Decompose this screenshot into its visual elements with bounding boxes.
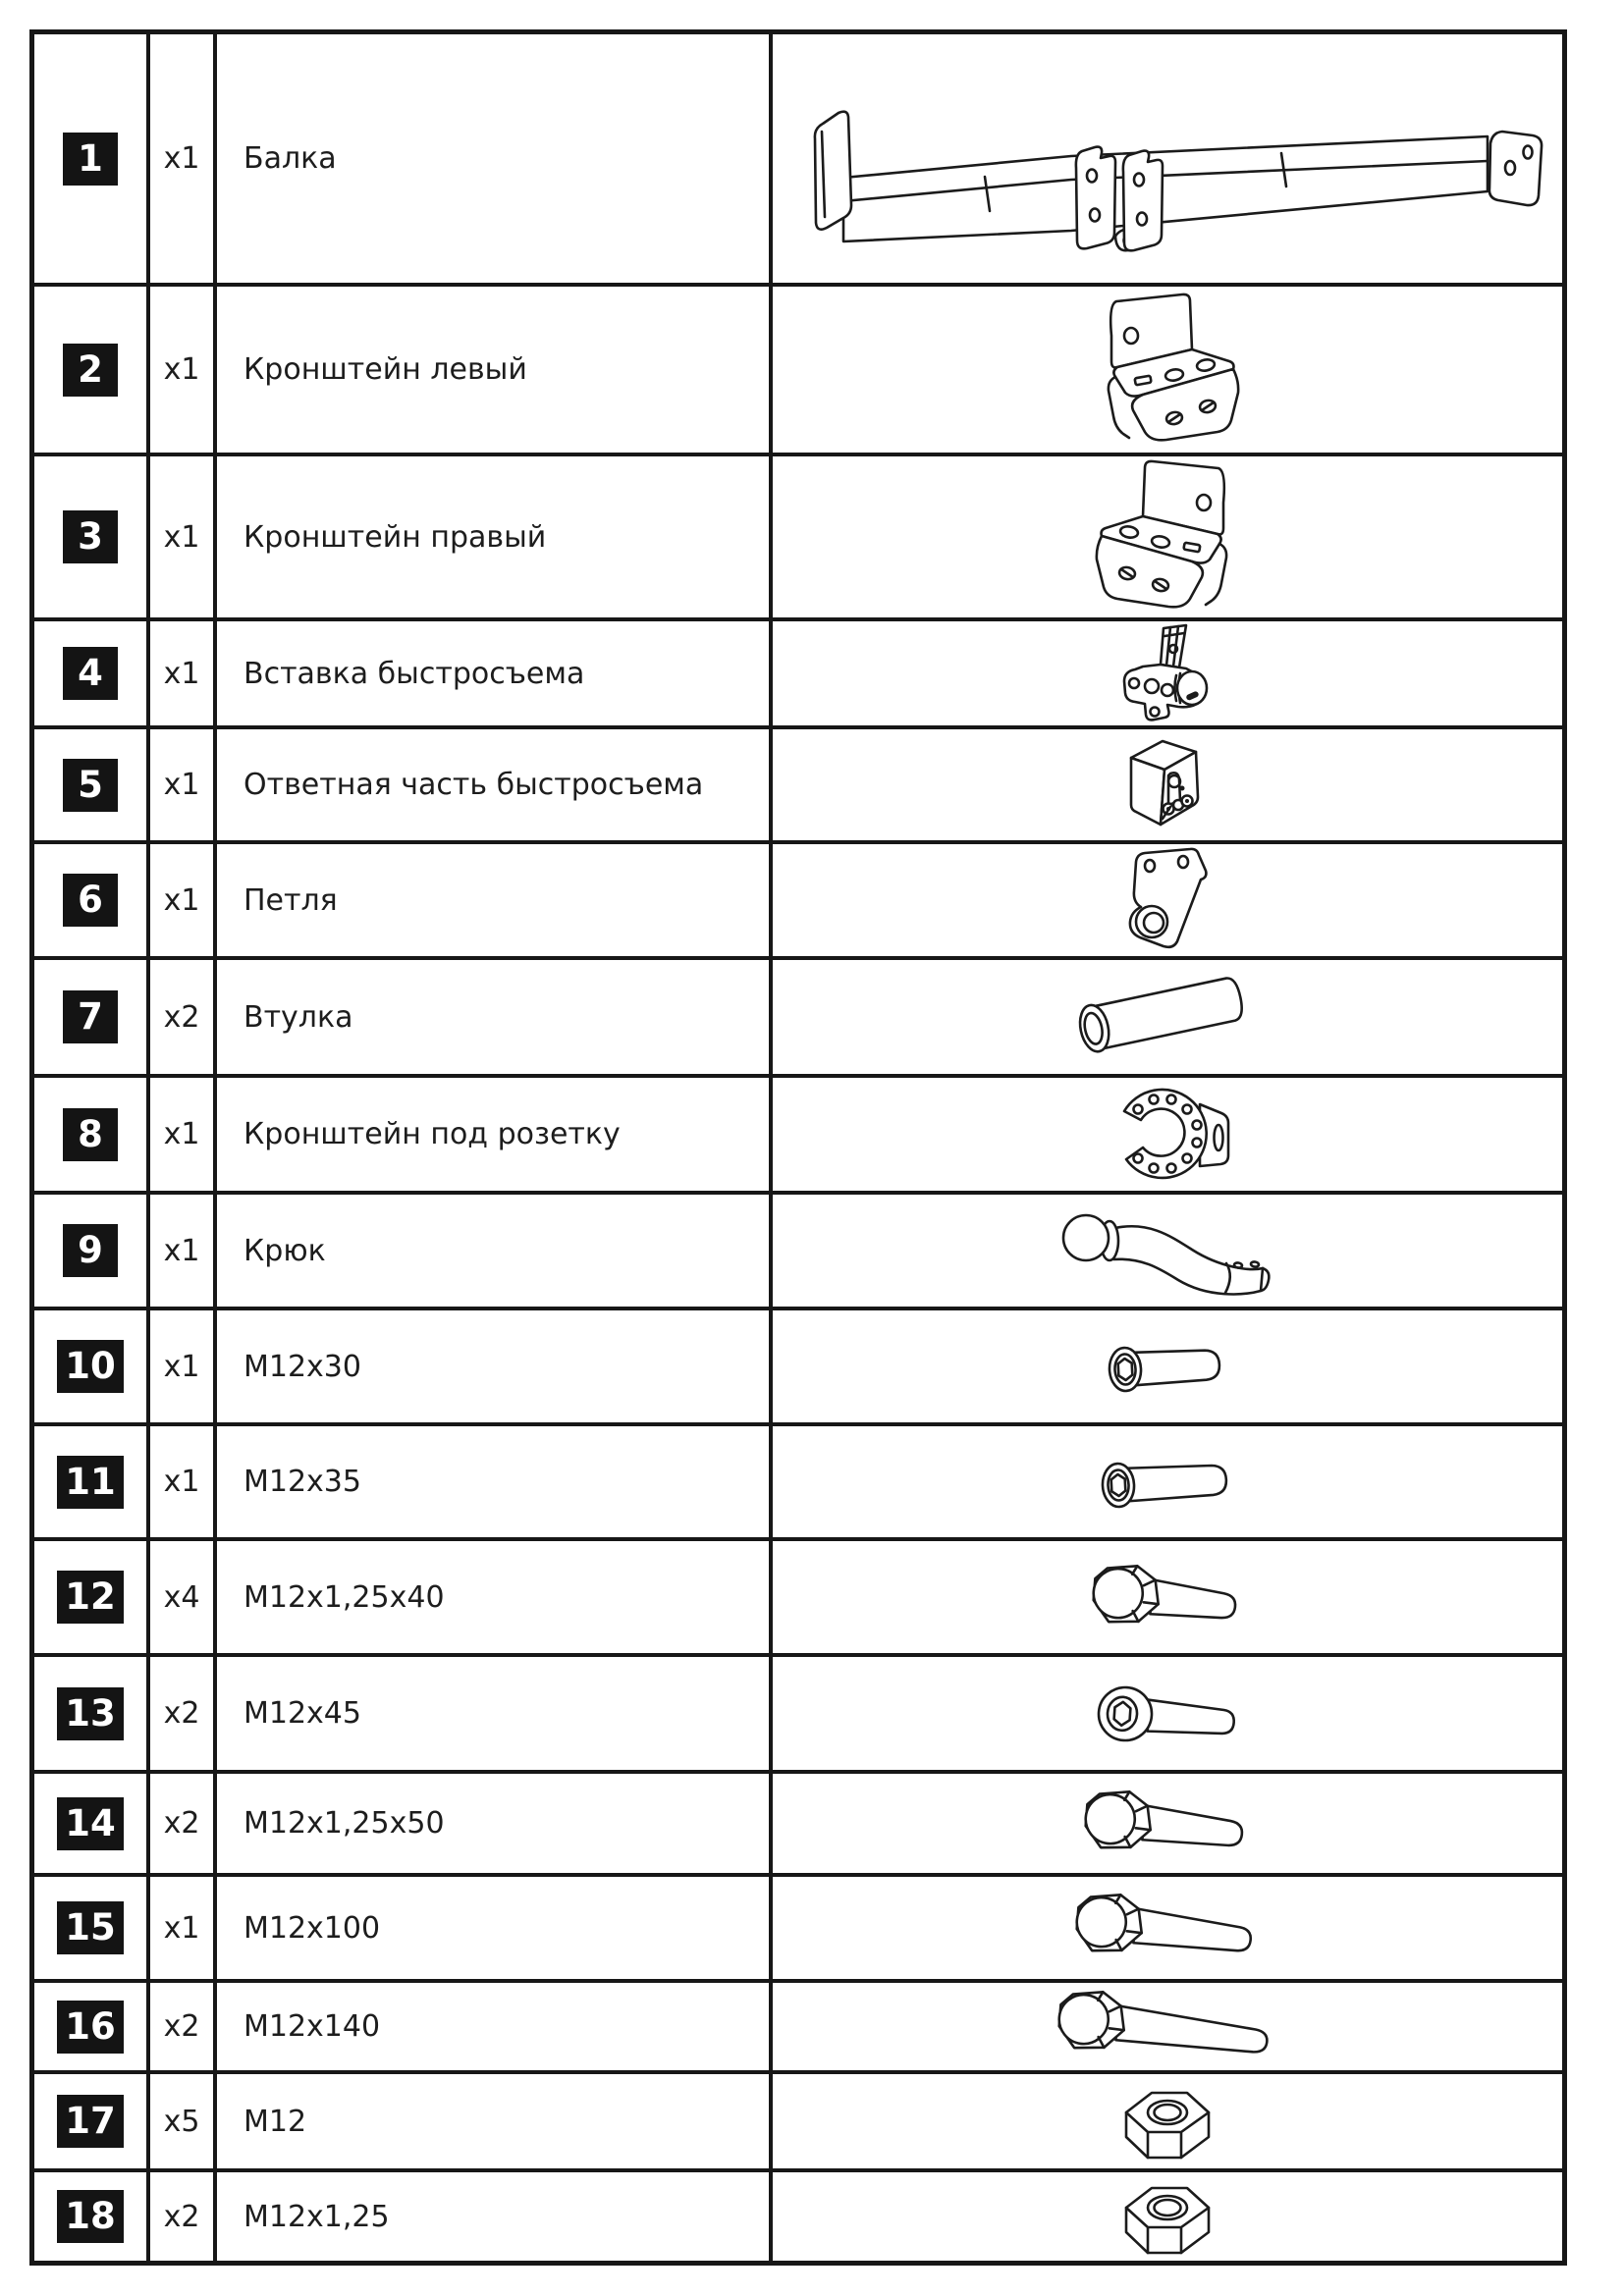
item-name: М12х45 — [213, 1657, 769, 1770]
item-number-badge: 16 — [57, 2001, 124, 2054]
item-illustration-cell — [769, 1195, 1562, 1307]
item-quantity: x1 — [146, 1426, 213, 1537]
item-name: Петля — [213, 844, 769, 956]
item-illustration-cell — [769, 34, 1562, 283]
item-quantity: x1 — [146, 456, 213, 617]
table-row — [34, 283, 1562, 453]
table-row — [34, 840, 1562, 956]
item-illustration-cell — [769, 287, 1562, 453]
item-illustration-cell — [769, 1426, 1562, 1537]
item-number-badge: 1 — [63, 133, 118, 186]
table-row — [34, 617, 1562, 725]
table-row — [34, 1537, 1562, 1653]
item-name: Вставка быстросъема — [213, 621, 769, 725]
set-screw-illustration — [1087, 1451, 1248, 1514]
item-number-badge: 12 — [57, 1571, 124, 1624]
item-name: М12х1,25 — [213, 2172, 769, 2261]
item-number-cell — [34, 1078, 146, 1191]
item-number-badge: 4 — [63, 647, 118, 700]
item-illustration-cell — [769, 1310, 1562, 1422]
table-row — [34, 1873, 1562, 1979]
item-name: Ответная часть быстросъема — [213, 729, 769, 840]
item-number-cell — [34, 287, 146, 453]
right-bracket-illustration — [1084, 457, 1251, 616]
item-number-cell — [34, 621, 146, 725]
item-number-cell — [34, 456, 146, 617]
item-quantity: x5 — [146, 2074, 213, 2168]
item-number-cell — [34, 1310, 146, 1422]
hex-bolt-illustration — [1076, 1782, 1259, 1866]
beam-illustration — [785, 48, 1550, 270]
item-illustration-cell — [769, 456, 1562, 617]
item-number-cell — [34, 729, 146, 840]
item-number-badge: 11 — [57, 1456, 124, 1509]
item-illustration-cell — [769, 729, 1562, 840]
item-number-badge: 18 — [57, 2190, 124, 2243]
item-number-badge: 14 — [57, 1797, 124, 1850]
table-row — [34, 2070, 1562, 2168]
item-illustration-cell — [769, 1774, 1562, 1873]
item-number-cell — [34, 2172, 146, 2261]
item-illustration-cell — [769, 2172, 1562, 2261]
item-name: М12х1,25х50 — [213, 1774, 769, 1873]
item-quantity: x1 — [146, 1078, 213, 1191]
table-row — [34, 34, 1562, 283]
table-row — [34, 2168, 1562, 2261]
set-screw-illustration — [1094, 1335, 1241, 1398]
item-illustration-cell — [769, 1877, 1562, 1979]
table-row — [34, 1770, 1562, 1873]
item-quantity: x1 — [146, 1310, 213, 1422]
item-illustration-cell — [769, 2074, 1562, 2168]
table-row — [34, 1979, 1562, 2070]
item-quantity: x1 — [146, 34, 213, 283]
hook-illustration — [1056, 1199, 1278, 1303]
item-number-badge: 5 — [63, 759, 118, 812]
item-name: М12 — [213, 2074, 769, 2168]
item-name: М12х35 — [213, 1426, 769, 1537]
item-quantity: x4 — [146, 1541, 213, 1653]
table-row — [34, 1422, 1562, 1537]
item-number-badge: 9 — [63, 1224, 118, 1277]
item-name: М12х30 — [213, 1310, 769, 1422]
item-name: Кронштейн под розетку — [213, 1078, 769, 1191]
table-row — [34, 956, 1562, 1074]
item-number-cell — [34, 1774, 146, 1873]
item-number-cell — [34, 1877, 146, 1979]
table-row — [34, 1191, 1562, 1307]
item-number-cell — [34, 1983, 146, 2070]
item-quantity: x1 — [146, 1877, 213, 1979]
hex-nut-illustration — [1116, 2078, 1218, 2164]
item-name: Крюк — [213, 1195, 769, 1307]
item-number-badge: 10 — [57, 1340, 124, 1393]
hex-bolt-illustration — [1050, 1984, 1285, 2070]
table-row — [34, 725, 1562, 840]
item-number-cell — [34, 34, 146, 283]
item-name: М12х100 — [213, 1877, 769, 1979]
item-quantity: x2 — [146, 960, 213, 1074]
item-number-cell — [34, 2074, 146, 2168]
item-name: М12х140 — [213, 1983, 769, 2070]
loop-plate-illustration — [1118, 846, 1217, 954]
left-bracket-illustration — [1084, 291, 1251, 450]
item-number-badge: 7 — [63, 990, 118, 1043]
item-number-badge: 8 — [63, 1108, 118, 1161]
item-quantity: x1 — [146, 287, 213, 453]
item-number-badge: 15 — [57, 1901, 124, 1954]
socket-bracket-illustration — [1102, 1080, 1233, 1190]
bushing-tube-illustration — [1063, 966, 1272, 1068]
table-row — [34, 453, 1562, 617]
quick-release-counterpart-illustration — [1123, 736, 1212, 834]
parts-table — [29, 29, 1567, 2266]
item-number-cell — [34, 1657, 146, 1770]
item-quantity: x2 — [146, 1774, 213, 1873]
item-number-badge: 3 — [63, 510, 118, 563]
item-quantity: x1 — [146, 729, 213, 840]
item-illustration-cell — [769, 1541, 1562, 1653]
item-name: Кронштейн левый — [213, 287, 769, 453]
table-row — [34, 1653, 1562, 1770]
item-name: Балка — [213, 34, 769, 283]
item-number-badge: 17 — [57, 2095, 124, 2148]
table-row — [34, 1074, 1562, 1191]
item-number-cell — [34, 844, 146, 956]
table-row — [34, 1307, 1562, 1422]
item-quantity: x1 — [146, 621, 213, 725]
item-quantity: x2 — [146, 1983, 213, 2070]
hex-bolt-illustration — [1084, 1556, 1251, 1638]
item-number-badge: 13 — [57, 1687, 124, 1740]
item-name: М12х1,25х40 — [213, 1541, 769, 1653]
item-illustration-cell — [769, 1657, 1562, 1770]
item-name: Втулка — [213, 960, 769, 1074]
item-number-cell — [34, 1541, 146, 1653]
item-illustration-cell — [769, 1078, 1562, 1191]
item-illustration-cell — [769, 844, 1562, 956]
item-name: Кронштейн правый — [213, 456, 769, 617]
item-illustration-cell — [769, 621, 1562, 725]
item-number-cell — [34, 960, 146, 1074]
item-quantity: x2 — [146, 1657, 213, 1770]
item-illustration-cell — [769, 960, 1562, 1074]
item-quantity: x2 — [146, 2172, 213, 2261]
quick-release-insert-illustration — [1111, 622, 1224, 724]
hex-bolt-illustration — [1067, 1885, 1268, 1971]
item-number-badge: 6 — [63, 874, 118, 927]
item-quantity: x1 — [146, 844, 213, 956]
item-quantity: x1 — [146, 1195, 213, 1307]
hex-nut-illustration — [1116, 2174, 1218, 2259]
socket-head-bolt-illustration — [1094, 1680, 1241, 1748]
item-number-cell — [34, 1426, 146, 1537]
item-illustration-cell — [769, 1983, 1562, 2070]
item-number-cell — [34, 1195, 146, 1307]
item-number-badge: 2 — [63, 344, 118, 397]
